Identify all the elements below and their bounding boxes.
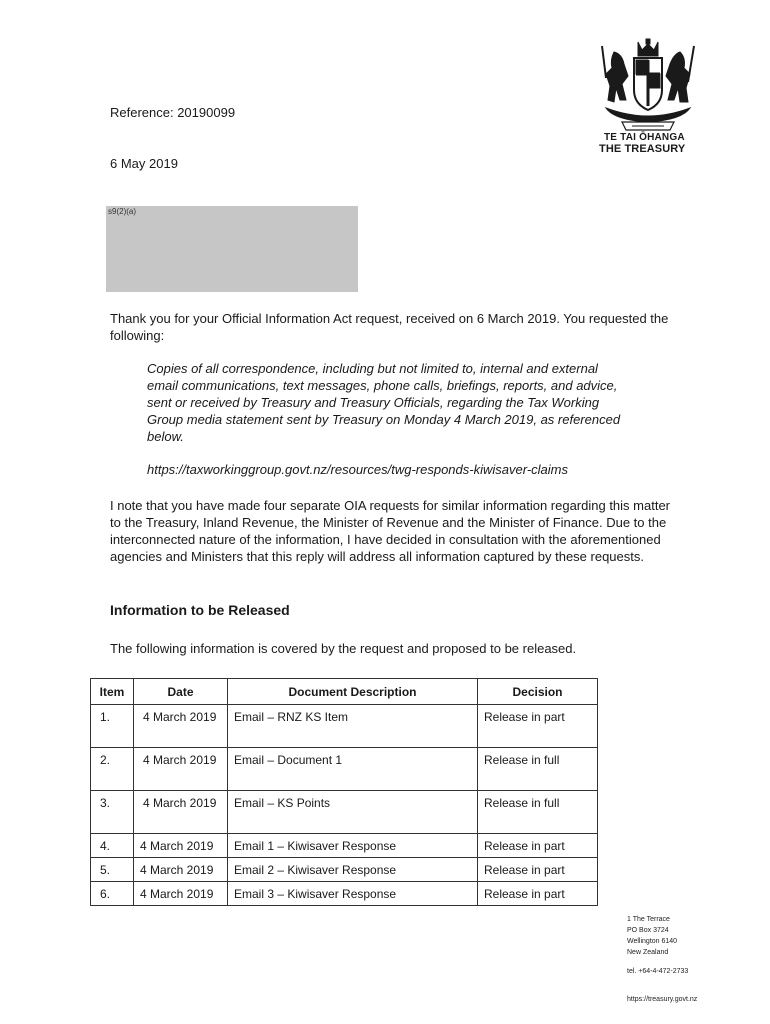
item-description: Email – Document 1 [228, 748, 478, 791]
item-date: 4 March 2019 [134, 858, 228, 882]
table-row [91, 791, 598, 834]
request-quote: Copies of all correspondence, including but not limited to, internal and external email communications, text messages, phone calls, briefings, reports, and advice, sent or received by Treasury and Treasury Officials, regarding the Tax Working Group media statement sent by Treasury on Monday 4 March 2019, as referenced below. [147, 361, 621, 444]
item-decision: Release in part [478, 882, 598, 906]
item-number: 6. [91, 882, 134, 906]
item-number: 4. [91, 834, 134, 858]
item-decision: Release in part [478, 705, 598, 748]
table-row [91, 748, 598, 791]
header-date: Date [134, 679, 228, 705]
header-decision: Decision [478, 679, 598, 705]
reference-number: Reference: 20190099 [110, 105, 236, 120]
documents-table [90, 678, 598, 906]
item-decision: Release in full [478, 748, 598, 791]
item-description: Email – RNZ KS Item [228, 705, 478, 748]
table-row [91, 834, 598, 858]
item-number: 2. [91, 748, 134, 791]
address-line: New Zealand [627, 949, 669, 956]
item-number: 5. [91, 858, 134, 882]
section-intro: The following information is covered by the request and proposed to be released. [110, 641, 577, 656]
note-paragraph: I note that you have made four separate OIA requests for similar information regarding this matter to the Treasury, Inland Revenue, the Minister of Revenue and the Minister of Finance. Due to the interconnected nature of the information, I have decided in consultation with the aforementioned agencies and Ministers that this reply will address all information captured by these requests. [110, 498, 671, 564]
table-header-row [91, 679, 598, 705]
request-link: https://taxworkinggroup.govt.nz/resources/twg-responds-kiwisaver-claims [147, 462, 568, 477]
section-heading: Information to be Released [110, 602, 290, 618]
table-row [91, 882, 598, 906]
coat-of-arms-logo [592, 38, 704, 132]
footer-phone: tel. +64-4-472-2733 [627, 968, 689, 975]
footer-address [627, 914, 677, 958]
item-date: 4 March 2019 [134, 705, 228, 748]
org-name: THE TREASURY [599, 143, 686, 155]
item-date: 4 March 2019 [134, 791, 228, 834]
table-row [91, 705, 598, 748]
item-description: Email 1 – Kiwisaver Response [228, 834, 478, 858]
item-description: Email 3 – Kiwisaver Response [228, 882, 478, 906]
letter-date: 6 May 2019 [110, 156, 178, 171]
item-number: 1. [91, 705, 134, 748]
footer-website[interactable]: https://treasury.govt.nz [627, 996, 698, 1003]
table-row [91, 858, 598, 882]
address-line: PO Box 3724 [627, 927, 669, 934]
redacted-address-block [106, 206, 358, 292]
item-decision: Release in full [478, 791, 598, 834]
address-line: 1 The Terrace [627, 916, 670, 923]
item-number: 3. [91, 791, 134, 834]
address-line: Wellington 6140 [627, 938, 678, 945]
item-date: 4 March 2019 [134, 748, 228, 791]
item-date: 4 March 2019 [134, 882, 228, 906]
item-date: 4 March 2019 [134, 834, 228, 858]
item-description: Email 2 – Kiwisaver Response [228, 858, 478, 882]
header-item: Item [91, 679, 134, 705]
item-description: Email – KS Points [228, 791, 478, 834]
item-decision: Release in part [478, 834, 598, 858]
header-description: Document Description [228, 679, 478, 705]
org-name-maori: TE TAI ŌHANGA [604, 132, 685, 143]
item-decision: Release in part [478, 858, 598, 882]
redaction-label: s9(2)(a) [108, 207, 137, 216]
intro-paragraph: Thank you for your Official Information Act request, received on 6 March 2019. You requested the following: [110, 311, 669, 343]
